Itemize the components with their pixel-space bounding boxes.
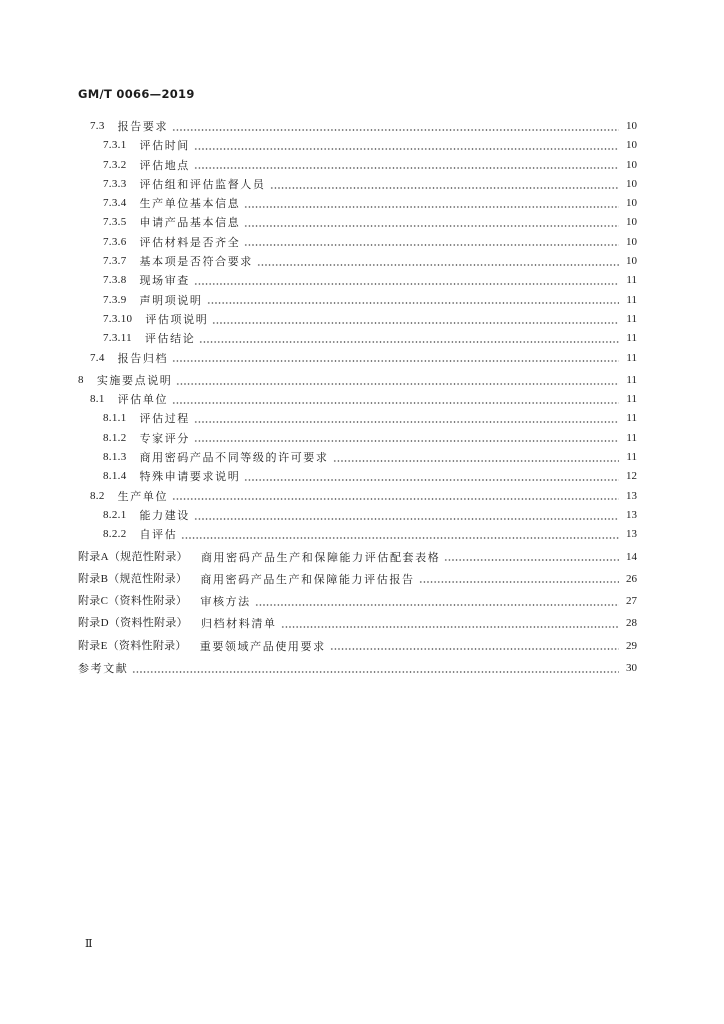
toc-entry-number: 7.3.6 [103,235,127,248]
toc-entry-title: 评估单位 [117,393,169,407]
toc-entry-page: 11 [626,451,637,464]
toc-entry-title: 评估地点 [139,158,190,172]
toc-entry-page: 11 [626,293,637,306]
toc-dot-leader [333,460,620,462]
toc-entry-number: 7.3.8 [103,274,127,287]
toc-dot-leader [172,498,619,500]
toc-entry-number: 8.1 [90,393,105,406]
toc-entry-number: 8.1.4 [103,470,127,483]
toc-entry[interactable] [78,175,637,194]
toc-entry[interactable] [78,371,637,390]
toc-entry-page: 11 [626,312,637,325]
toc-entry-number: 附录A（规范性附录） [78,550,188,563]
toc-entry-page: 13 [626,489,637,502]
toc-entry-page: 12 [626,470,637,483]
toc-entry-title: 评估结论 [144,332,196,346]
toc-entry-title: 归档材料清单 [200,617,277,631]
toc-entry-number: 7.3.9 [103,293,127,306]
toc-dot-leader [194,148,619,150]
toc-entry[interactable] [78,448,637,467]
toc-entry-title: 评估时间 [139,139,190,153]
toc-entry-page: 10 [626,177,637,190]
toc-entry-page: 10 [626,216,637,229]
toc-entry-number: 8.2.1 [103,508,127,521]
toc-entry-title: 评估组和评估监督人员 [139,177,266,191]
toc-dot-leader [199,341,619,343]
toc-entry-title: 重要领域产品使用要求 [199,639,326,653]
toc-entry[interactable] [78,429,637,448]
toc-dot-leader [172,129,619,131]
toc-entry-number: 7.3.2 [103,158,127,171]
toc-entry-title: 申请产品基本信息 [139,216,241,230]
toc-dot-leader [330,648,619,650]
toc-dot-leader [244,244,619,246]
toc-entry-page: 27 [626,595,637,608]
toc-entry-page: 11 [626,274,637,287]
toc-entry-title: 参考文献 [78,662,129,676]
toc-dot-leader [194,421,619,423]
toc-entry-number: 7.3.7 [103,255,127,268]
toc-entry[interactable] [78,506,637,525]
toc-entry[interactable] [78,525,637,544]
table-of-contents [78,117,637,678]
toc-dot-leader [172,402,619,404]
toc-entry-number: 7.3 [90,120,105,132]
toc-entry[interactable] [78,548,637,567]
toc-entry-page: 13 [626,528,637,541]
toc-entry-title: 商用密码产品不同等级的许可要求 [139,451,329,465]
toc-entry-title: 审核方法 [200,595,251,609]
toc-dot-leader [244,225,619,227]
toc-dot-leader [212,322,619,324]
toc-dot-leader [270,187,620,189]
toc-entry-title: 评估过程 [139,412,190,426]
toc-entry-page: 10 [626,235,637,248]
toc-entry-title: 声明项说明 [139,293,203,307]
toc-entry-page: 13 [626,508,637,521]
toc-entry[interactable] [78,213,637,232]
toc-entry-page: 11 [626,332,637,345]
page-number: Ⅱ [85,937,93,950]
toc-entry[interactable] [78,156,637,175]
toc-entry-page: 10 [626,255,637,268]
toc-entry[interactable] [78,252,637,271]
toc-entry-number: 7.3.11 [103,332,132,345]
toc-entry-title: 特殊申请要求说明 [139,470,241,484]
toc-dot-leader [176,383,619,385]
toc-entry-page: 10 [626,158,637,171]
toc-entry-title: 基本项是否符合要求 [139,255,253,269]
toc-entry-title: 商用密码产品生产和保障能力评估报告 [200,572,415,586]
toc-entry-number: 附录C（资料性附录） [78,595,188,608]
toc-entry-number: 8.1.3 [103,451,127,464]
toc-entry-number: 8.1.1 [103,412,127,425]
toc-entry[interactable] [78,310,637,329]
toc-entry-title: 自评估 [139,528,178,542]
toc-entry-number: 附录B（规范性附录） [78,572,188,585]
toc-entry-number: 7.3.3 [103,177,127,190]
toc-entry-page: 11 [626,393,637,406]
toc-entry[interactable] [78,329,637,348]
toc-entry[interactable] [78,659,637,678]
toc-entry-page: 11 [626,373,637,386]
toc-entry[interactable] [78,291,637,310]
document-code: GM/T 0066—2019 [78,87,195,101]
toc-dot-leader [444,559,619,561]
toc-dot-leader [194,440,619,442]
toc-entry-title: 评估材料是否齐全 [139,235,241,249]
toc-entry-title: 生产单位 [117,489,169,503]
toc-entry[interactable] [78,592,637,611]
toc-entry[interactable] [78,271,637,290]
toc-entry[interactable] [78,136,637,155]
toc-entry-title: 生产单位基本信息 [139,197,241,211]
toc-entry-title: 专家评分 [139,431,190,445]
toc-entry-title: 评估项说明 [145,312,209,326]
toc-entry-number: 7.3.4 [103,197,127,210]
toc-dot-leader [207,302,620,304]
toc-dot-leader [132,671,619,673]
toc-entry-number: 附录E（资料性附录） [78,639,187,652]
toc-entry-title: 实施要点说明 [96,373,173,387]
toc-entry-title: 报告要求 [117,120,169,133]
toc-entry[interactable] [78,117,637,136]
toc-entry-page: 10 [626,197,637,210]
toc-entry-number: 7.4 [90,351,105,364]
toc-entry[interactable] [78,487,637,506]
toc-entry[interactable] [78,614,637,633]
toc-entry-page: 11 [626,412,637,425]
toc-dot-leader [257,264,619,266]
toc-entry[interactable] [78,233,637,252]
toc-dot-leader [194,167,619,169]
toc-entry-number: 7.3.5 [103,216,127,229]
toc-entry-title: 报告归档 [117,351,169,365]
toc-dot-leader [419,581,619,583]
toc-entry-number: 8.1.2 [103,431,127,444]
toc-entry-page: 11 [626,431,637,444]
toc-entry[interactable] [78,390,637,409]
toc-entry[interactable] [78,409,637,428]
toc-entry-page: 14 [626,550,637,563]
toc-entry-page: 28 [626,617,637,630]
toc-entry-page: 30 [626,662,637,675]
toc-entry[interactable] [78,570,637,589]
toc-entry-page: 10 [626,139,637,152]
toc-dot-leader [255,604,619,606]
toc-dot-leader [281,626,619,628]
toc-entry-number: 8 [78,373,84,386]
toc-entry-title: 能力建设 [139,508,190,522]
toc-entry[interactable] [78,349,637,368]
toc-entry[interactable] [78,637,637,656]
toc-entry-title: 商用密码产品生产和保障能力评估配套表格 [200,550,441,564]
toc-entry-page: 10 [626,120,637,132]
toc-entry-page: 11 [626,351,637,364]
toc-entry-title: 现场审查 [139,274,190,288]
toc-entry-page: 26 [626,572,637,585]
toc-entry-number: 7.3.1 [103,139,127,152]
toc-entry-number: 8.2 [90,489,105,502]
toc-dot-leader [244,206,619,208]
toc-entry-page: 29 [626,639,637,652]
toc-dot-leader [194,518,619,520]
toc-entry-number: 7.3.10 [103,312,133,325]
toc-dot-leader [181,537,619,539]
toc-entry-number: 附录D（资料性附录） [78,617,188,630]
toc-dot-leader [194,283,619,285]
toc-entry-number: 8.2.2 [103,528,127,541]
toc-entry[interactable] [78,194,637,213]
toc-entry[interactable] [78,467,637,486]
toc-dot-leader [172,360,619,362]
toc-dot-leader [244,479,619,481]
